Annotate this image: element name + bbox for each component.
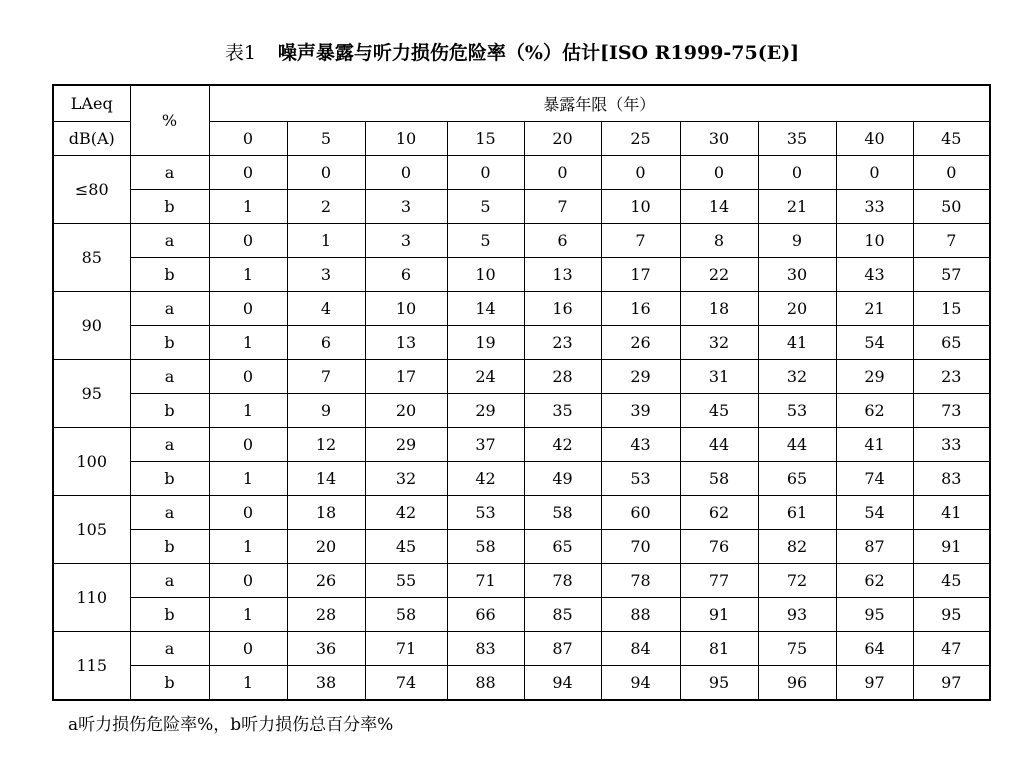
value-cell: 87 (836, 530, 913, 564)
exposure-years-header: 暴露年限（年） (209, 85, 990, 122)
value-cell: 23 (524, 326, 601, 360)
year-header: 30 (680, 122, 758, 156)
value-cell: 83 (447, 632, 524, 666)
value-cell: 85 (524, 598, 601, 632)
value-cell: 39 (601, 394, 680, 428)
value-cell: 45 (913, 564, 990, 598)
rate-type-cell: a (130, 428, 209, 462)
value-cell: 54 (836, 326, 913, 360)
noise-level-cell: ≤80 (53, 156, 130, 224)
value-cell: 94 (601, 666, 680, 701)
percent-header: % (130, 85, 209, 156)
rate-type-cell: b (130, 530, 209, 564)
value-cell: 14 (447, 292, 524, 326)
value-cell: 13 (365, 326, 447, 360)
value-cell: 0 (601, 156, 680, 190)
value-cell: 6 (524, 224, 601, 258)
value-cell: 77 (680, 564, 758, 598)
value-cell: 7 (913, 224, 990, 258)
value-cell: 37 (447, 428, 524, 462)
value-cell: 0 (287, 156, 365, 190)
rate-type-cell: b (130, 598, 209, 632)
value-cell: 28 (524, 360, 601, 394)
value-cell: 0 (524, 156, 601, 190)
value-cell: 75 (758, 632, 836, 666)
value-cell: 0 (209, 428, 287, 462)
value-cell: 88 (601, 598, 680, 632)
value-cell: 22 (680, 258, 758, 292)
value-cell: 65 (524, 530, 601, 564)
year-header: 25 (601, 122, 680, 156)
value-cell: 70 (601, 530, 680, 564)
table-row (53, 530, 990, 564)
value-cell: 33 (836, 190, 913, 224)
value-cell: 1 (209, 394, 287, 428)
value-cell: 29 (601, 360, 680, 394)
value-cell: 1 (287, 224, 365, 258)
value-cell: 3 (365, 224, 447, 258)
value-cell: 73 (913, 394, 990, 428)
value-cell: 78 (601, 564, 680, 598)
rate-type-cell: a (130, 564, 209, 598)
value-cell: 97 (913, 666, 990, 701)
value-cell: 42 (447, 462, 524, 496)
value-cell: 43 (836, 258, 913, 292)
value-cell: 43 (601, 428, 680, 462)
value-cell: 17 (365, 360, 447, 394)
table-body (53, 156, 990, 701)
value-cell: 12 (287, 428, 365, 462)
value-cell: 18 (287, 496, 365, 530)
table-row (53, 428, 990, 462)
value-cell: 47 (913, 632, 990, 666)
value-cell: 41 (758, 326, 836, 360)
value-cell: 4 (287, 292, 365, 326)
value-cell: 1 (209, 666, 287, 701)
value-cell: 9 (758, 224, 836, 258)
table-row (53, 224, 990, 258)
value-cell: 44 (680, 428, 758, 462)
value-cell: 58 (680, 462, 758, 496)
value-cell: 65 (913, 326, 990, 360)
value-cell: 0 (209, 156, 287, 190)
year-header: 35 (758, 122, 836, 156)
value-cell: 7 (601, 224, 680, 258)
rate-type-cell: a (130, 156, 209, 190)
value-cell: 45 (365, 530, 447, 564)
value-cell: 36 (287, 632, 365, 666)
value-cell: 10 (836, 224, 913, 258)
rate-type-cell: a (130, 360, 209, 394)
value-cell: 24 (447, 360, 524, 394)
value-cell: 16 (601, 292, 680, 326)
value-cell: 5 (447, 224, 524, 258)
value-cell: 71 (447, 564, 524, 598)
value-cell: 91 (680, 598, 758, 632)
value-cell: 41 (913, 496, 990, 530)
value-cell: 1 (209, 326, 287, 360)
value-cell: 32 (680, 326, 758, 360)
value-cell: 21 (758, 190, 836, 224)
value-cell: 94 (524, 666, 601, 701)
value-cell: 53 (601, 462, 680, 496)
value-cell: 3 (365, 190, 447, 224)
value-cell: 9 (287, 394, 365, 428)
value-cell: 91 (913, 530, 990, 564)
value-cell: 10 (365, 292, 447, 326)
value-cell: 42 (365, 496, 447, 530)
table-number: 表1 (224, 42, 256, 64)
value-cell: 54 (836, 496, 913, 530)
value-cell: 7 (524, 190, 601, 224)
table-row (53, 360, 990, 394)
value-cell: 30 (758, 258, 836, 292)
value-cell: 72 (758, 564, 836, 598)
rate-type-cell: a (130, 292, 209, 326)
value-cell: 38 (287, 666, 365, 701)
value-cell: 0 (758, 156, 836, 190)
value-cell: 7 (287, 360, 365, 394)
value-cell: 8 (680, 224, 758, 258)
value-cell: 1 (209, 530, 287, 564)
value-cell: 3 (287, 258, 365, 292)
value-cell: 87 (524, 632, 601, 666)
value-cell: 16 (524, 292, 601, 326)
rate-type-cell: a (130, 496, 209, 530)
value-cell: 6 (365, 258, 447, 292)
value-cell: 19 (447, 326, 524, 360)
value-cell: 13 (524, 258, 601, 292)
value-cell: 5 (447, 190, 524, 224)
value-cell: 88 (447, 666, 524, 701)
value-cell: 0 (836, 156, 913, 190)
value-cell: 62 (836, 394, 913, 428)
table-row (53, 156, 990, 190)
header-row-1 (53, 85, 990, 122)
value-cell: 71 (365, 632, 447, 666)
value-cell: 10 (601, 190, 680, 224)
value-cell: 0 (680, 156, 758, 190)
rate-type-cell: b (130, 666, 209, 701)
value-cell: 26 (287, 564, 365, 598)
value-cell: 14 (287, 462, 365, 496)
value-cell: 0 (209, 292, 287, 326)
value-cell: 1 (209, 462, 287, 496)
value-cell: 31 (680, 360, 758, 394)
value-cell: 1 (209, 598, 287, 632)
value-cell: 28 (287, 598, 365, 632)
value-cell: 61 (758, 496, 836, 530)
value-cell: 95 (680, 666, 758, 701)
noise-level-cell: 90 (53, 292, 130, 360)
rate-type-cell: b (130, 394, 209, 428)
noise-level-cell: 115 (53, 632, 130, 701)
value-cell: 53 (758, 394, 836, 428)
value-cell: 66 (447, 598, 524, 632)
year-header: 15 (447, 122, 524, 156)
value-cell: 58 (447, 530, 524, 564)
value-cell: 97 (836, 666, 913, 701)
value-cell: 42 (524, 428, 601, 462)
table-row (53, 190, 990, 224)
value-cell: 83 (913, 462, 990, 496)
value-cell: 0 (209, 224, 287, 258)
value-cell: 53 (447, 496, 524, 530)
value-cell: 57 (913, 258, 990, 292)
value-cell: 35 (524, 394, 601, 428)
value-cell: 0 (209, 360, 287, 394)
value-cell: 78 (524, 564, 601, 598)
rate-type-cell: b (130, 258, 209, 292)
value-cell: 20 (287, 530, 365, 564)
value-cell: 10 (447, 258, 524, 292)
noise-level-cell: 95 (53, 360, 130, 428)
value-cell: 0 (209, 564, 287, 598)
value-cell: 23 (913, 360, 990, 394)
value-cell: 65 (758, 462, 836, 496)
value-cell: 29 (365, 428, 447, 462)
value-cell: 32 (758, 360, 836, 394)
table-row (53, 258, 990, 292)
value-cell: 0 (447, 156, 524, 190)
table-row (53, 394, 990, 428)
dba-header: dB(A) (53, 122, 130, 156)
noise-level-cell: 110 (53, 564, 130, 632)
value-cell: 20 (758, 292, 836, 326)
value-cell: 41 (836, 428, 913, 462)
year-header: 20 (524, 122, 601, 156)
value-cell: 58 (365, 598, 447, 632)
value-cell: 1 (209, 258, 287, 292)
value-cell: 14 (680, 190, 758, 224)
table-row (53, 326, 990, 360)
value-cell: 17 (601, 258, 680, 292)
table-row (53, 666, 990, 701)
value-cell: 0 (913, 156, 990, 190)
value-cell: 15 (913, 292, 990, 326)
value-cell: 29 (836, 360, 913, 394)
value-cell: 50 (913, 190, 990, 224)
noise-level-cell: 105 (53, 496, 130, 564)
value-cell: 20 (365, 394, 447, 428)
rate-type-cell: a (130, 224, 209, 258)
value-cell: 55 (365, 564, 447, 598)
value-cell: 45 (680, 394, 758, 428)
value-cell: 81 (680, 632, 758, 666)
value-cell: 1 (209, 190, 287, 224)
value-cell: 95 (836, 598, 913, 632)
value-cell: 0 (365, 156, 447, 190)
value-cell: 26 (601, 326, 680, 360)
value-cell: 74 (836, 462, 913, 496)
table-row (53, 496, 990, 530)
year-header: 0 (209, 122, 287, 156)
value-cell: 64 (836, 632, 913, 666)
table-row (53, 598, 990, 632)
year-header: 5 (287, 122, 365, 156)
value-cell: 95 (913, 598, 990, 632)
table-row (53, 462, 990, 496)
value-cell: 44 (758, 428, 836, 462)
value-cell: 84 (601, 632, 680, 666)
value-cell: 62 (836, 564, 913, 598)
table-row (53, 564, 990, 598)
rate-type-cell: b (130, 462, 209, 496)
laeq-header: LAeq (53, 85, 130, 122)
table-title: 噪声暴露与听力损伤危险率（%）估计[ISO R1999-75(E)] (277, 42, 800, 64)
value-cell: 0 (209, 496, 287, 530)
rate-type-cell: a (130, 632, 209, 666)
value-cell: 2 (287, 190, 365, 224)
value-cell: 96 (758, 666, 836, 701)
value-cell: 21 (836, 292, 913, 326)
value-cell: 29 (447, 394, 524, 428)
value-cell: 60 (601, 496, 680, 530)
noise-risk-table (52, 84, 991, 701)
value-cell: 33 (913, 428, 990, 462)
value-cell: 49 (524, 462, 601, 496)
value-cell: 58 (524, 496, 601, 530)
value-cell: 76 (680, 530, 758, 564)
noise-level-cell: 100 (53, 428, 130, 496)
year-header: 40 (836, 122, 913, 156)
year-header: 45 (913, 122, 990, 156)
table-row (53, 292, 990, 326)
rate-type-cell: b (130, 190, 209, 224)
value-cell: 82 (758, 530, 836, 564)
value-cell: 6 (287, 326, 365, 360)
footnote: a听力损伤危险率%，b听力损伤总百分率% (68, 715, 394, 735)
year-header: 10 (365, 122, 447, 156)
value-cell: 0 (209, 632, 287, 666)
rate-type-cell: b (130, 326, 209, 360)
value-cell: 62 (680, 496, 758, 530)
value-cell: 18 (680, 292, 758, 326)
value-cell: 74 (365, 666, 447, 701)
table-row (53, 632, 990, 666)
value-cell: 32 (365, 462, 447, 496)
value-cell: 93 (758, 598, 836, 632)
noise-level-cell: 85 (53, 224, 130, 292)
page-title (0, 38, 1024, 65)
